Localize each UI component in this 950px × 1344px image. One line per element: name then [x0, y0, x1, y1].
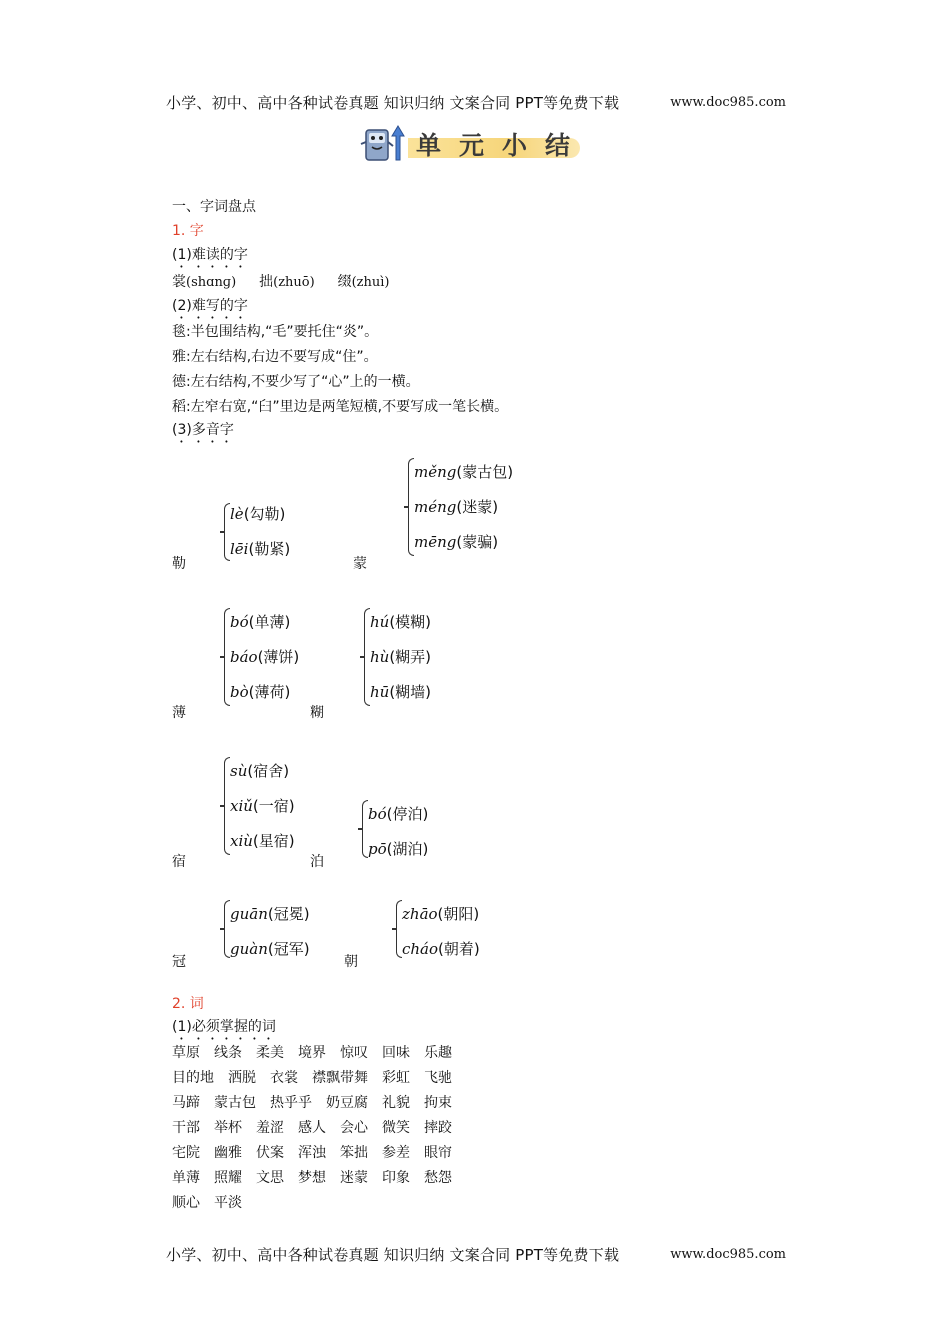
- polyphonic-group: [172, 605, 322, 725]
- word: 衣裳: [270, 1070, 298, 1086]
- word-row: [172, 1116, 466, 1141]
- reading: bó(单薄): [230, 613, 291, 631]
- word: 洒脱: [228, 1070, 256, 1086]
- word: 襟飘带舞: [312, 1070, 368, 1086]
- word: 礼貌: [382, 1095, 410, 1111]
- word: 目的地: [172, 1070, 214, 1086]
- word: 会心: [340, 1120, 368, 1136]
- reading: mēng(蒙骗): [414, 533, 499, 551]
- word: 摔跤: [424, 1120, 452, 1136]
- reading: guān(冠冕): [230, 905, 310, 923]
- word: 照耀: [214, 1170, 242, 1186]
- word-row: [172, 1091, 466, 1116]
- header-text: 小学、初中、高中各种试卷真题 知识归纳 文案合同 PPT等免费下载: [166, 94, 620, 112]
- word: 境界: [298, 1045, 326, 1061]
- polyphonic-char: 冠: [172, 954, 186, 970]
- subsection-title: (1)必须掌握的词: [172, 1019, 276, 1035]
- word-row: [172, 1066, 466, 1091]
- word: 举杯: [214, 1120, 242, 1136]
- word: 感人: [298, 1120, 326, 1136]
- word: 飞驰: [424, 1070, 452, 1086]
- word: 热乎乎: [270, 1095, 312, 1111]
- subsection-title: (3)多音字: [172, 422, 234, 438]
- subsection-title: (2)难写的字: [172, 298, 248, 314]
- page-footer: [166, 1243, 786, 1267]
- writing-note: 雅:左右结构,右边不要写成“住”。: [172, 349, 378, 365]
- word: 微笑: [382, 1120, 410, 1136]
- word: 蒙古包: [214, 1095, 256, 1111]
- word: 幽雅: [214, 1145, 242, 1161]
- word: 柔美: [256, 1045, 284, 1061]
- reading: cháo(朝着): [402, 940, 480, 958]
- word: 马蹄: [172, 1095, 200, 1111]
- word: 浑浊: [298, 1145, 326, 1161]
- reading: lēi(勒紧): [230, 540, 291, 558]
- reading: zhāo(朝阳): [402, 905, 480, 923]
- word: 梦想: [298, 1170, 326, 1186]
- writing-note: 稻:左窄右宽,“臼”里边是两笔短横,不要写成一笔长横。: [172, 399, 509, 415]
- word: 参差: [382, 1145, 410, 1161]
- word: 顺心: [172, 1195, 200, 1211]
- word-row: [172, 1141, 466, 1166]
- char: 拙: [259, 274, 274, 290]
- polyphonic-char: 勒: [172, 556, 186, 572]
- polyphonic-char: 薄: [172, 705, 186, 721]
- polyphonic-char: 糊: [310, 705, 324, 721]
- polyphonic-group: [310, 605, 460, 725]
- reading: hù(糊弄): [370, 648, 432, 666]
- word: 愁怨: [424, 1170, 452, 1186]
- subsection-polyphonic: [172, 420, 234, 446]
- reading: měng(蒙古包): [414, 463, 514, 481]
- word: 彩虹: [382, 1070, 410, 1086]
- word: 干部: [172, 1120, 200, 1136]
- word-row: [172, 1041, 466, 1066]
- footer-text: 小学、初中、高中各种试卷真题 知识归纳 文案合同 PPT等免费下载: [166, 1246, 620, 1264]
- word: 惊叹: [340, 1045, 368, 1061]
- polyphonic-group: [172, 754, 322, 874]
- pinyin: (zhuō): [273, 275, 315, 290]
- part-title-words: 2. 词: [172, 996, 204, 1012]
- reading: xiǔ(一宿): [230, 797, 295, 815]
- char: 裳: [172, 274, 186, 290]
- subsection-title: (1)难读的字: [172, 247, 248, 263]
- word: 单薄: [172, 1170, 200, 1186]
- polyphonic-group: [172, 500, 322, 575]
- reading: bò(薄荷): [230, 683, 291, 701]
- polyphonic-group: [310, 797, 460, 874]
- reading: pō(湖泊): [368, 840, 429, 858]
- writing-note: 德:左右结构,不要少写了“心”上的一横。: [172, 374, 420, 390]
- section-banner: [358, 122, 589, 166]
- reading: sù(宿舍): [230, 762, 290, 780]
- part-title-characters: 1. 字: [172, 223, 204, 239]
- polyphonic-group: [344, 897, 514, 974]
- word: 文思: [256, 1170, 284, 1186]
- reading: guàn(冠军): [230, 940, 310, 958]
- polyphonic-char: 泊: [310, 854, 324, 870]
- hard-to-read-list: [172, 272, 390, 293]
- pinyin: (zhuì): [351, 275, 390, 290]
- word: 伏案: [256, 1145, 284, 1161]
- reading: xiù(星宿): [230, 832, 295, 850]
- word: 笨拙: [340, 1145, 368, 1161]
- polyphonic-char: 宿: [172, 854, 186, 870]
- polyphonic-char: 朝: [344, 954, 358, 970]
- word: 拘束: [424, 1095, 452, 1111]
- pinyin: (shɑnɡ): [186, 275, 237, 290]
- polyphonic-group: [353, 455, 543, 575]
- word-row: [172, 1166, 466, 1191]
- word: 印象: [382, 1170, 410, 1186]
- page-header: [166, 91, 786, 115]
- banner-title: 单元小结: [416, 131, 589, 160]
- section-title: 一、字词盘点: [172, 199, 256, 215]
- word-row: [172, 1191, 466, 1216]
- reading: hū(糊墙): [370, 683, 432, 701]
- header-url[interactable]: www.doc985.com: [670, 95, 786, 110]
- reading: méng(迷蒙): [414, 498, 499, 516]
- subsection-hard-to-read: [172, 245, 248, 271]
- word: 奶豆腐: [326, 1095, 368, 1111]
- char: 缀: [337, 274, 352, 290]
- polyphonic-group: [172, 897, 342, 974]
- word: 迷蒙: [340, 1170, 368, 1186]
- word: 宅院: [172, 1145, 200, 1161]
- subsection-hard-to-write: [172, 296, 248, 322]
- word-list: [172, 1041, 466, 1216]
- word: 乐趣: [424, 1045, 452, 1061]
- mascot-book-icon: [358, 122, 410, 166]
- word: 草原: [172, 1045, 200, 1061]
- polyphonic-char: 蒙: [353, 556, 367, 572]
- word: 眼帘: [424, 1145, 452, 1161]
- word: 平淡: [214, 1195, 242, 1211]
- word: 线条: [214, 1045, 242, 1061]
- writing-note: 毯:半包围结构,“毛”要托住“炎”。: [172, 324, 379, 340]
- footer-url[interactable]: www.doc985.com: [670, 1247, 786, 1262]
- word: 羞涩: [256, 1120, 284, 1136]
- word: 回味: [382, 1045, 410, 1061]
- reading: báo(薄饼): [230, 648, 300, 666]
- reading: hú(模糊): [370, 613, 432, 631]
- subsection-required-words: [172, 1017, 276, 1043]
- reading: bó(停泊): [368, 805, 429, 823]
- reading: lè(勾勒): [230, 505, 286, 523]
